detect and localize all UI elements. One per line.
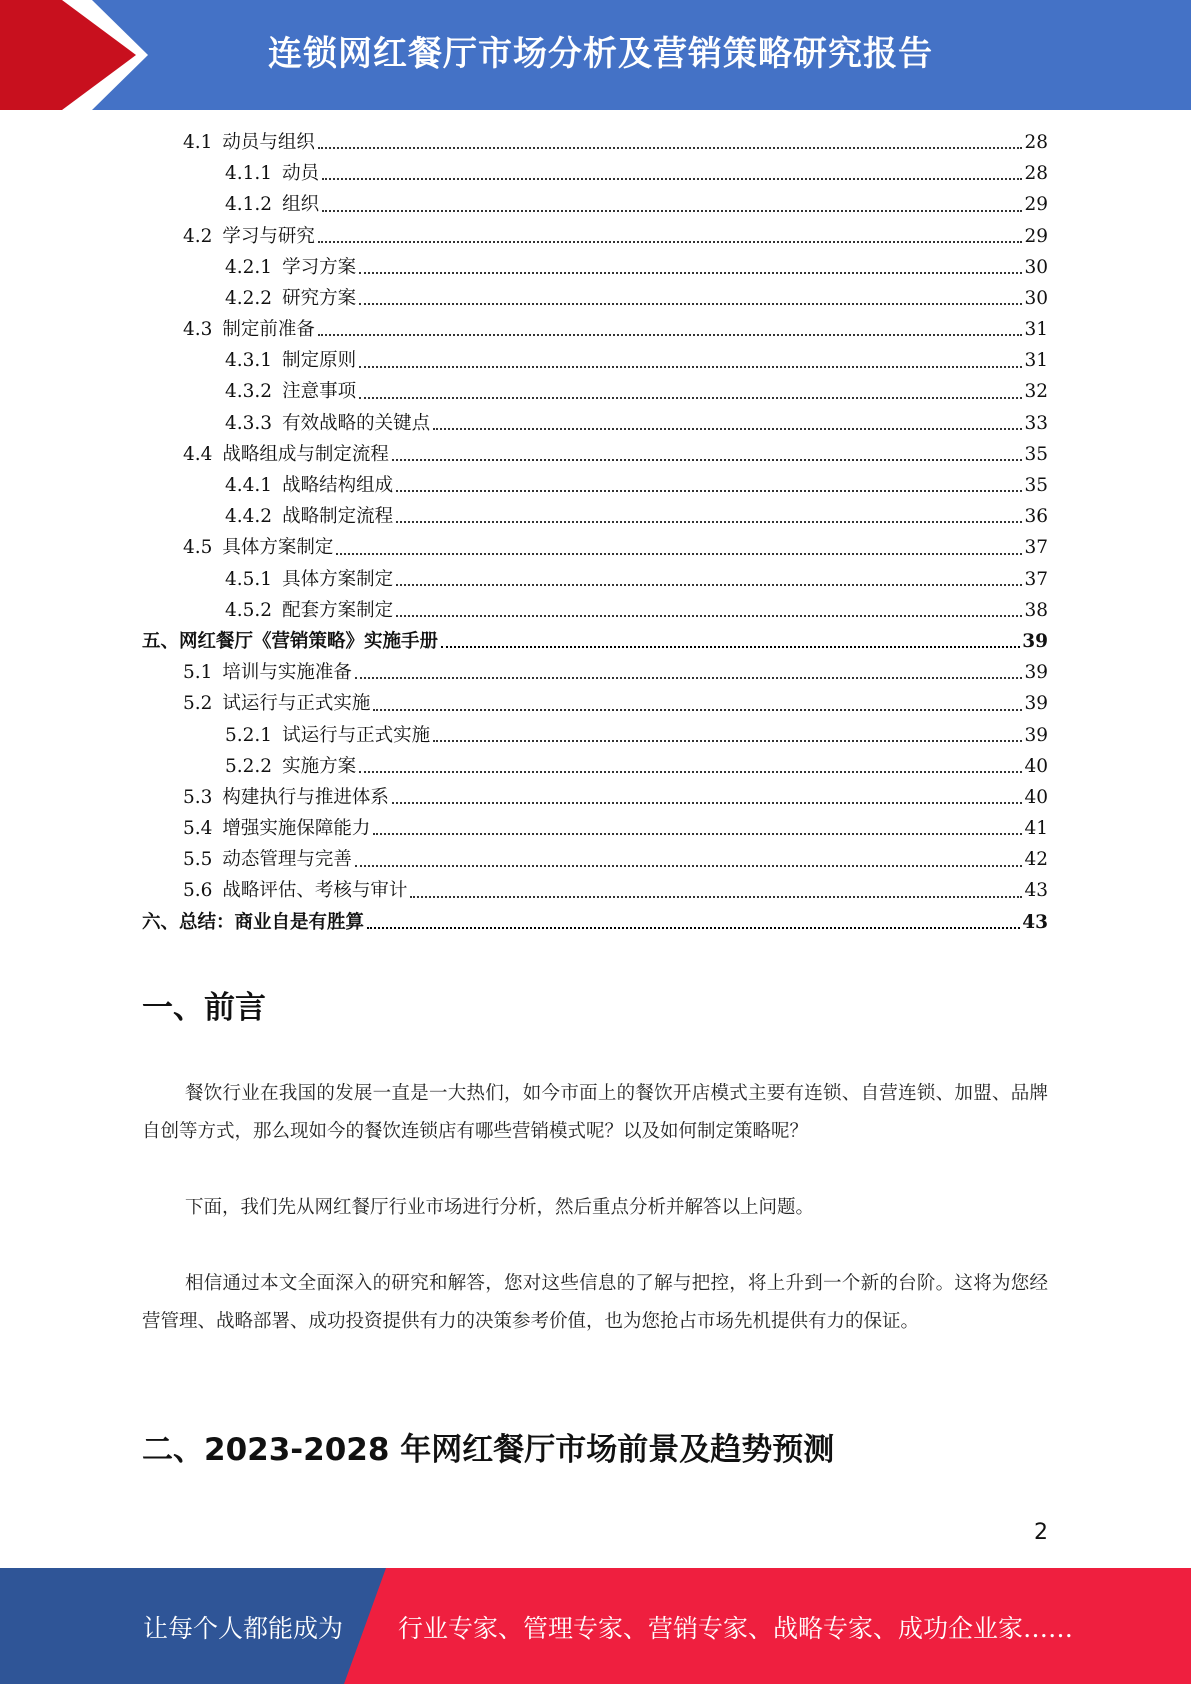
page-footer [0, 1568, 1191, 1684]
toc-dot-leader [359, 397, 1022, 399]
toc-entry-number: 4.5.1 [225, 568, 273, 590]
toc-entry[interactable] [142, 221, 1048, 252]
toc-entry-page: 31 [1024, 350, 1048, 372]
toc-entry-title: 具体方案制定 [222, 537, 334, 559]
toc-entry-number: 4.5 [183, 537, 213, 559]
toc-entry-title: 试运行与正式实施 [222, 693, 371, 715]
toc-entry-title: 学习方案 [282, 256, 357, 278]
toc-entry-title: 动员 [282, 163, 320, 185]
toc-dot-leader [396, 584, 1022, 586]
footer-slogan-left: 让每个人都能成为 [143, 1614, 344, 1643]
toc-dot-leader [318, 241, 1023, 243]
toc-dot-leader [433, 740, 1022, 742]
toc-entry-page: 41 [1024, 818, 1048, 840]
toc-entry-title: 研究方案 [282, 287, 357, 309]
toc-entry-title: 培训与实施准备 [222, 662, 352, 684]
toc-entry-page: 43 [1024, 880, 1048, 902]
toc-entry[interactable] [142, 408, 1048, 439]
toc-entry-page: 33 [1024, 412, 1048, 434]
toc-entry[interactable] [142, 688, 1048, 719]
toc-entry-number: 4.4.2 [225, 506, 273, 528]
toc-entry[interactable] [142, 127, 1048, 158]
toc-dot-leader [359, 303, 1022, 305]
toc-entry-page: 35 [1024, 443, 1048, 465]
toc-dot-leader [322, 178, 1022, 180]
report-title: 连锁网红餐厅市场分析及营销策略研究报告 [268, 34, 933, 74]
toc-entry-number: 4.2 [183, 225, 213, 247]
toc-entry-number: 5.2.2 [225, 755, 273, 777]
toc-entry-title: 制定原则 [282, 350, 357, 372]
toc-entry-number: 4.3.1 [225, 350, 273, 372]
section-heading-preface: 一、前言 [142, 990, 266, 1026]
toc-entry-page: 37 [1024, 568, 1048, 590]
toc-entry[interactable] [142, 189, 1048, 220]
paragraph: 餐饮行业在我国的发展一直是一大热们，如今市面上的餐饮开店模式主要有连锁、自营连锁、加盟、品牌自创等方式，那么现如今的餐饮连锁店有哪些营销模式呢？以及如何制定策略呢？ [142, 1083, 1048, 1142]
toc-entry-page: 30 [1024, 287, 1048, 309]
toc-dot-leader [373, 709, 1022, 711]
toc-entry-title: 制定前准备 [222, 319, 315, 341]
toc-entry-page: 32 [1024, 381, 1048, 403]
paragraph: 下面，我们先从网红餐厅行业市场进行分析，然后重点分析并解答以上问题。 [185, 1197, 815, 1218]
toc-entry-page: 39 [1024, 662, 1048, 684]
toc-entry[interactable] [142, 844, 1048, 875]
toc-entry-number: 4.3.2 [225, 381, 273, 403]
toc-entry-page: 43 [1022, 911, 1048, 933]
toc-dot-leader [318, 147, 1023, 149]
toc-entry[interactable] [142, 439, 1048, 470]
toc-entry-title: 网红餐厅《营销策略》实施手册 [179, 630, 439, 652]
toc-dot-leader [392, 802, 1023, 804]
toc-entry-title: 试运行与正式实施 [282, 724, 431, 746]
toc-entry-title: 学习与研究 [222, 225, 315, 247]
toc-entry-number: 5.4 [183, 818, 213, 840]
toc-dot-leader [441, 646, 1020, 648]
footer-slogan-right: 行业专家、管理专家、营销专家、战略专家、成功企业家…… [398, 1614, 1074, 1643]
toc-entry-page: 39 [1024, 724, 1048, 746]
toc-entry-title: 组织 [282, 194, 320, 216]
toc-entry-page: 37 [1024, 537, 1048, 559]
toc-entry-number: 5.3 [183, 786, 213, 808]
toc-dot-leader [359, 366, 1022, 368]
toc-entry-number: 4.1.2 [225, 194, 273, 216]
table-of-contents [142, 127, 1048, 938]
toc-entry[interactable] [142, 314, 1048, 345]
toc-dot-leader [373, 833, 1022, 835]
toc-entry-title: 总结：商业自是有胜算 [179, 911, 365, 933]
toc-entry-number: 5.5 [183, 849, 213, 871]
toc-entry-number: 5.6 [183, 880, 213, 902]
toc-entry[interactable] [142, 501, 1048, 532]
toc-entry-page: 39 [1024, 693, 1048, 715]
toc-entry-number: 4.1 [183, 131, 213, 153]
section-heading-forecast: 二、2023-2028 年网红餐厅市场前景及趋势预测 [142, 1432, 835, 1468]
toc-entry-title: 构建执行与推进体系 [222, 786, 389, 808]
toc-entry-number: 4.2.2 [225, 287, 273, 309]
toc-entry-number: 4.3 [183, 319, 213, 341]
toc-entry-page: 28 [1024, 131, 1048, 153]
toc-entry[interactable] [142, 876, 1048, 907]
toc-entry-number: 五、 [142, 630, 180, 652]
toc-entry-number: 5.2 [183, 693, 213, 715]
toc-entry[interactable] [142, 907, 1048, 938]
toc-entry-page: 39 [1022, 630, 1048, 652]
toc-dot-leader [359, 771, 1022, 773]
toc-entry[interactable] [142, 657, 1048, 688]
toc-entry-page: 29 [1024, 194, 1048, 216]
toc-entry[interactable] [142, 782, 1048, 813]
toc-dot-leader [433, 428, 1022, 430]
toc-entry-page: 29 [1024, 225, 1048, 247]
toc-entry-title: 增强实施保障能力 [222, 818, 371, 840]
toc-entry-number: 5.1 [183, 662, 213, 684]
toc-entry[interactable] [142, 158, 1048, 189]
toc-entry[interactable] [142, 564, 1048, 595]
toc-dot-leader [396, 490, 1022, 492]
toc-entry-page: 36 [1024, 506, 1048, 528]
toc-entry[interactable] [142, 532, 1048, 563]
paragraph: 相信通过本文全面深入的研究和解答，您对这些信息的了解与把控，将上升到一个新的台阶。这将为您经营管理、战略部署、成功投资提供有力的决策参考价值，也为您抢占市场先机提供有力的保证。 [142, 1273, 1048, 1332]
toc-entry-page: 28 [1024, 163, 1048, 185]
toc-entry-number: 4.1.1 [225, 163, 273, 185]
toc-dot-leader [367, 927, 1020, 929]
toc-entry-title: 战略结构组成 [282, 475, 394, 497]
toc-entry-number: 六、 [142, 911, 180, 933]
toc-entry-page: 35 [1024, 475, 1048, 497]
toc-entry[interactable] [142, 252, 1048, 283]
toc-entry[interactable] [142, 595, 1048, 626]
toc-entry[interactable] [142, 626, 1048, 657]
toc-entry[interactable] [142, 283, 1048, 314]
toc-entry-page: 30 [1024, 256, 1048, 278]
toc-entry-page: 42 [1024, 849, 1048, 871]
toc-entry-page: 40 [1024, 755, 1048, 777]
toc-entry-title: 动态管理与完善 [222, 849, 352, 871]
toc-entry-title: 实施方案 [282, 755, 357, 777]
toc-entry-number: 4.4.1 [225, 475, 273, 497]
toc-entry-number: 4.3.3 [225, 412, 273, 434]
toc-dot-leader [355, 677, 1023, 679]
page-header [0, 0, 1191, 110]
toc-dot-leader [336, 553, 1022, 555]
toc-dot-leader [355, 865, 1023, 867]
toc-entry-number: 4.5.2 [225, 599, 273, 621]
toc-entry-page: 38 [1024, 599, 1048, 621]
toc-entry[interactable] [142, 720, 1048, 751]
toc-entry-title: 战略评估、考核与审计 [222, 880, 408, 902]
toc-entry-number: 5.2.1 [225, 724, 273, 746]
toc-entry-title: 动员与组织 [222, 131, 315, 153]
toc-dot-leader [359, 272, 1022, 274]
toc-dot-leader [396, 615, 1022, 617]
toc-entry[interactable] [142, 813, 1048, 844]
toc-dot-leader [392, 459, 1023, 461]
page-number: 2 [1034, 1520, 1048, 1545]
toc-entry-title: 具体方案制定 [282, 568, 394, 590]
toc-entry-page: 31 [1024, 319, 1048, 341]
toc-entry-title: 战略制定流程 [282, 506, 394, 528]
toc-entry-number: 4.4 [183, 443, 213, 465]
toc-entry[interactable] [142, 751, 1048, 782]
toc-entry[interactable] [142, 345, 1048, 376]
toc-entry-title: 战略组成与制定流程 [222, 443, 389, 465]
toc-entry-title: 有效战略的关键点 [282, 412, 431, 434]
toc-entry-title: 注意事项 [282, 381, 357, 403]
toc-dot-leader [318, 334, 1023, 336]
toc-entry-title: 配套方案制定 [282, 599, 394, 621]
toc-dot-leader [396, 521, 1022, 523]
toc-entry-page: 40 [1024, 786, 1048, 808]
toc-dot-leader [322, 210, 1022, 212]
toc-entry[interactable] [142, 377, 1048, 408]
toc-entry[interactable] [142, 470, 1048, 501]
toc-dot-leader [410, 896, 1022, 898]
toc-entry-number: 4.2.1 [225, 256, 273, 278]
